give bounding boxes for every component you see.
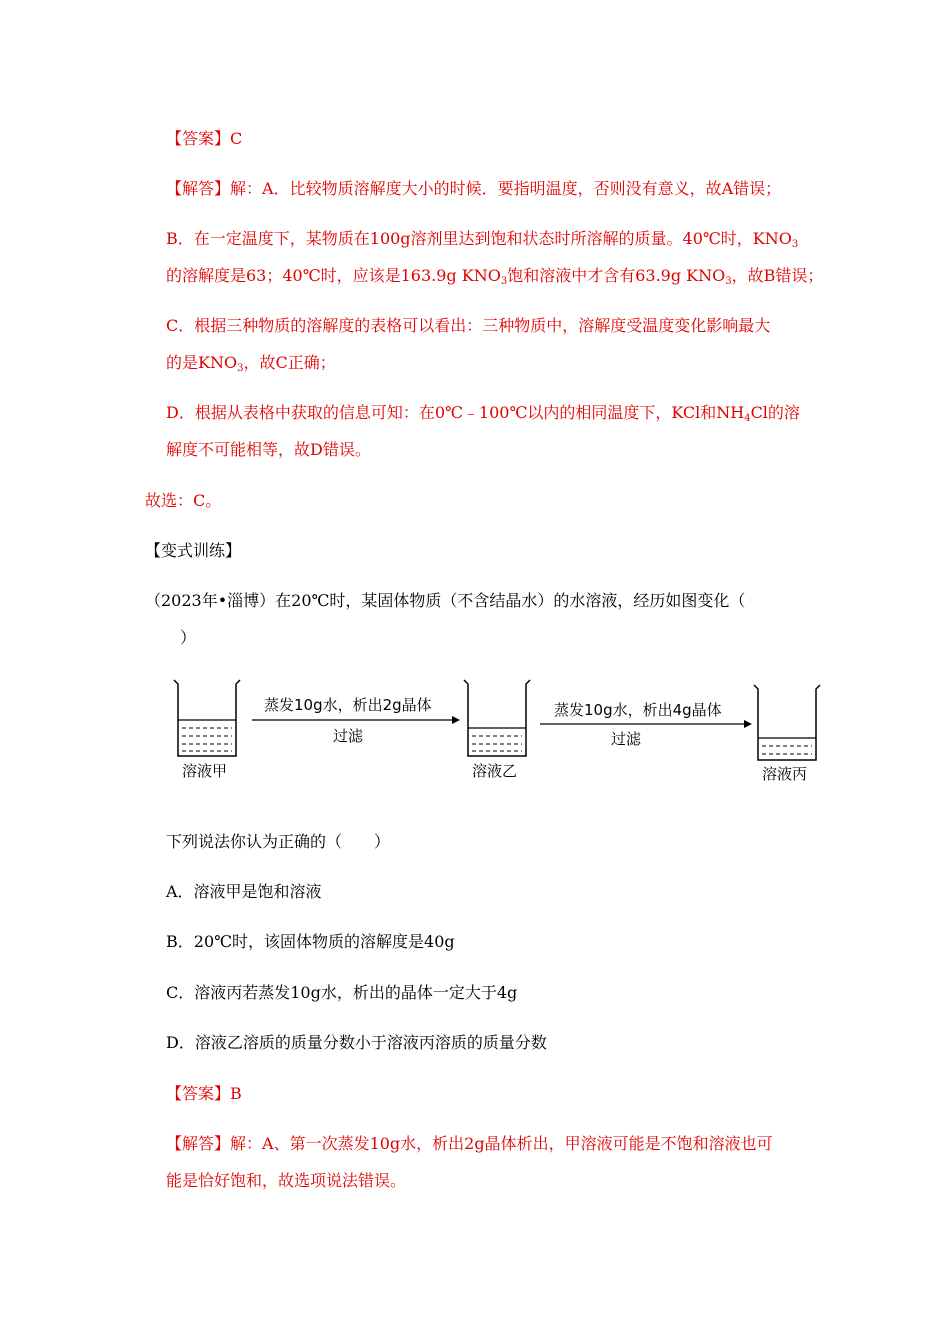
beaker-1-icon [174, 680, 240, 756]
q1-answer [166, 129, 242, 149]
q1-analysis-b-line2 [166, 266, 823, 286]
text-segment: 的溶解度是63；40℃时，应该是163.9g KNO [166, 266, 501, 285]
analysis-text: 解：A、第一次蒸发10g水，析出2g晶体析出，甲溶液可能是不饱和溶液也可 [230, 1134, 773, 1153]
analysis-a-text: 解：A．比较物质溶解度大小的时候．要指明温度，否则没有意义，故A错误； [230, 179, 782, 198]
text-segment: 的是KNO [166, 353, 238, 372]
beaker-2-label: 溶液乙 [472, 762, 518, 780]
q1-analysis-d-line2: 解度不可能相等，故D错误。 [166, 440, 371, 459]
arrow-2-icon [540, 720, 752, 728]
analysis-label: 【解答】 [166, 1134, 231, 1153]
beaker-2-icon [464, 680, 530, 756]
subscript: 3 [500, 276, 508, 287]
q2-option-a: A．溶液甲是饱和溶液 [166, 882, 322, 901]
text-segment: Cl的溶 [750, 403, 800, 422]
q2-analysis-line1 [166, 1134, 773, 1154]
text-segment: B．在一定温度下，某物质在100g溶剂里达到饱和状态时所溶解的质量。40℃时，KNO [166, 229, 792, 248]
q2-answer [166, 1084, 242, 1104]
q2-option-c: C．溶液丙若蒸发10g水，析出的晶体一定大于4g [166, 983, 518, 1002]
arrow-1-icon [252, 716, 460, 724]
arrow-2-top-label: 蒸发10g水，析出4g晶体 [554, 701, 722, 719]
text-segment: ，故C正确； [243, 353, 336, 372]
text-segment: ，故B错误； [731, 266, 824, 285]
variant-stem-line1: （2023年•淄博）在20℃时，某固体物质（不含结晶水）的水溶液，经历如图变化（ [145, 591, 746, 610]
q1-analysis-b-line1 [166, 229, 798, 249]
arrow-1-bottom-label: 过滤 [333, 727, 364, 745]
subscript: 3 [237, 363, 244, 374]
beaker-3-label: 溶液丙 [762, 765, 808, 783]
answer-label: 【答案】 [166, 1084, 231, 1103]
beaker-1-label: 溶液甲 [182, 762, 228, 780]
arrow-1-top-label: 蒸发10g水，析出2g晶体 [264, 696, 432, 714]
subscript: 3 [791, 239, 799, 250]
q1-analysis-c-line1: C．根据三种物质的溶解度的表格可以看出：三种物质中，溶解度受温度变化影响最大 [166, 316, 771, 335]
evaporation-diagram [160, 668, 840, 788]
subscript: 3 [725, 276, 732, 287]
q2-option-b: B．20℃时，该固体物质的溶解度是40g [166, 932, 455, 951]
arrow-2-bottom-label: 过滤 [611, 730, 642, 748]
answer-value: C [230, 129, 243, 148]
q2-option-d: D．溶液乙溶质的质量分数小于溶液丙溶质的质量分数 [166, 1033, 547, 1052]
q1-analysis-d-line1 [166, 403, 800, 423]
text-segment: 饱和溶液中才含有63.9g KNO [507, 266, 726, 285]
analysis-label: 【解答】 [166, 179, 231, 198]
text-segment: D．根据从表格中获取的信息可知：在0℃﹣100℃以内的相同温度下，KCl和NH [166, 403, 745, 422]
variant-stem-line2: ） [180, 628, 197, 647]
q2-analysis-line2: 能是恰好饱和，故选项说法错误。 [166, 1171, 407, 1190]
answer-value: B [230, 1084, 242, 1103]
beaker-3-icon [754, 685, 820, 760]
q1-analysis-intro [166, 179, 781, 199]
q2-prompt: 下列说法你认为正确的（ ） [166, 832, 391, 851]
q1-choice: 故选：C。 [145, 491, 222, 510]
answer-label: 【答案】 [166, 129, 231, 148]
q1-analysis-c-line2 [166, 353, 336, 373]
subscript: 4 [744, 413, 751, 424]
variant-heading: 【变式训练】 [145, 541, 242, 560]
